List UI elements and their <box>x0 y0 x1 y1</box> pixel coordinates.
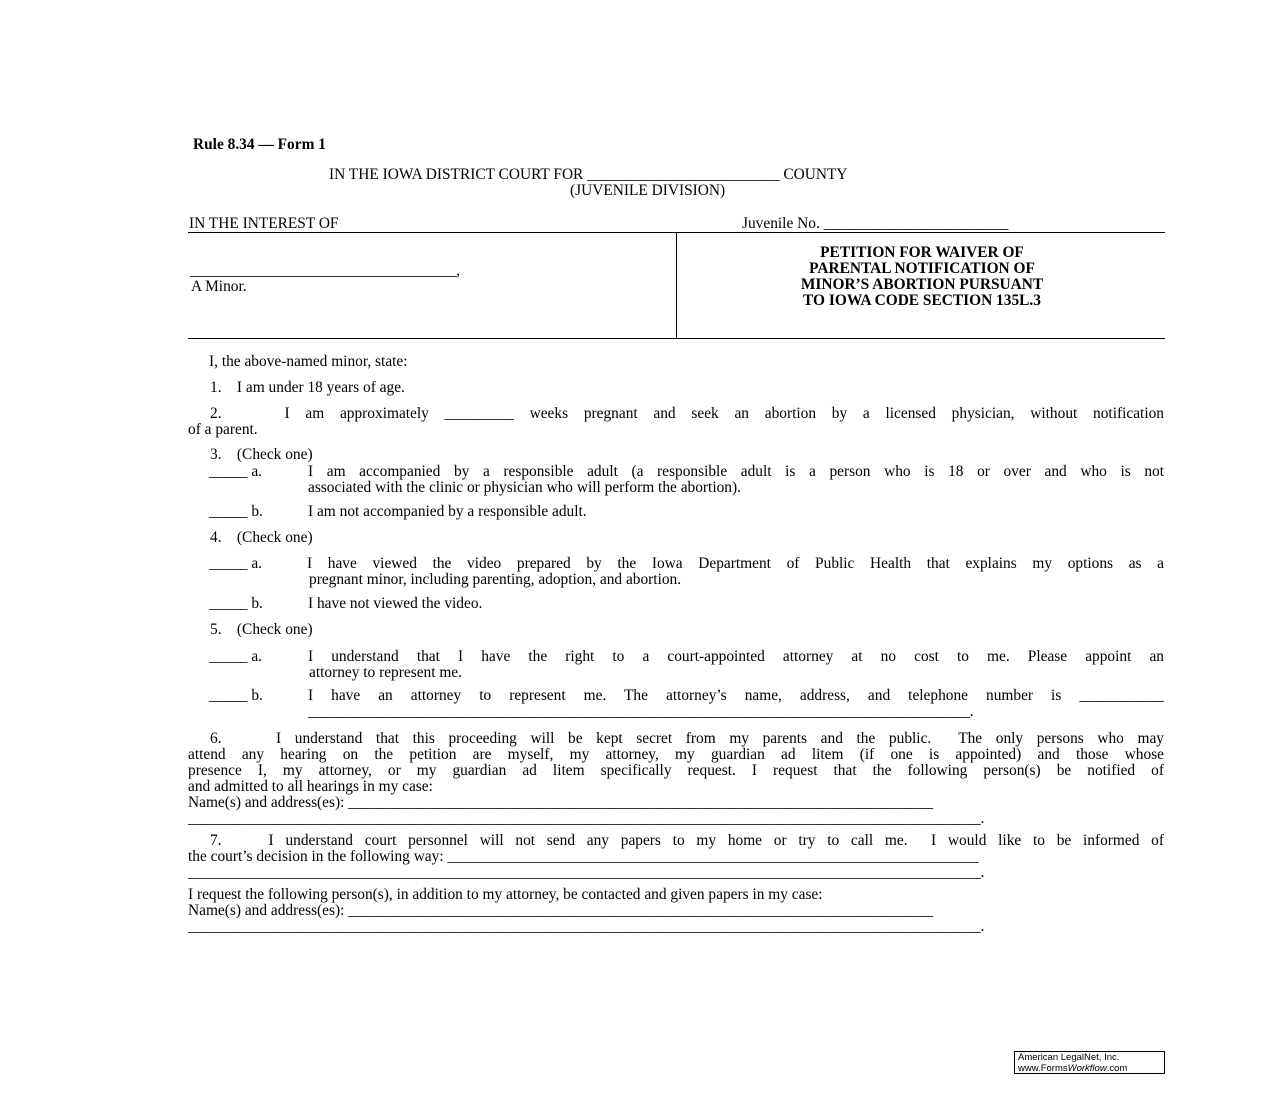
attorney-info-blank[interactable]: ______________________________________________________________________________________. <box>308 703 974 720</box>
petition-title-line: MINOR’S ABORTION PURSUANT <box>800 276 1044 293</box>
decision-notice-blank[interactable]: the court’s decision in the following way: _____________________________________________________________________ <box>188 848 979 865</box>
item-4a-checkbox-blank[interactable]: _____ a. <box>209 555 263 572</box>
item-6-text: and admitted to all hearings in my case: <box>188 778 433 795</box>
petition-title-line: PARENTAL NOTIFICATION OF <box>809 260 1035 277</box>
item-5-heading: 5. (Check one) <box>210 621 313 638</box>
item-4a-text: pregnant minor, including parenting, adoption, and abortion. <box>309 571 682 588</box>
caption-divider <box>676 232 677 338</box>
item-4b-checkbox-blank[interactable]: _____ b. <box>209 595 263 612</box>
request-statement: I request the following person(s), in addition to my attorney, be contacted and given papers in my case: <box>188 886 823 903</box>
item-3-heading: 3. (Check one) <box>210 446 313 463</box>
court-line: IN THE IOWA DISTRICT COURT FOR _________________________ COUNTY <box>329 166 848 183</box>
minor-name-blank: ____________________________________, <box>190 262 460 279</box>
publisher-name: American LegalNet, Inc. <box>1018 1052 1120 1063</box>
publisher-badge <box>1014 1051 1165 1074</box>
item-5a-checkbox-blank[interactable]: _____ a. <box>209 648 263 665</box>
item-3b-text: I am not accompanied by a responsible adult. <box>308 503 587 520</box>
contact-names-blank[interactable]: Name(s) and address(es): ____________________________________________________________________________ <box>188 902 934 919</box>
publisher-website[interactable] <box>1018 1064 1164 1075</box>
hearing-names-blank-continued[interactable]: _______________________________________________________________________________________________________. <box>188 810 985 827</box>
item-3b-checkbox-blank[interactable]: _____ b. <box>209 503 263 520</box>
item-6-text: 6. I understand that this proceeding will be kept secret from my parents and the public. The only persons who may <box>210 730 1164 747</box>
item-2-line: 2. I am approximately _________ weeks pregnant and seek an abortion by a licensed physician, without notification <box>210 405 1164 422</box>
item-6-text: attend any hearing on the petition are myself, my attorney, my guardian ad litem (if one is appointed) and those whose <box>188 746 1164 763</box>
decision-notice-blank-continued[interactable]: _______________________________________________________________________________________________________. <box>188 864 985 881</box>
item-1: 1. I am under 18 years of age. <box>210 379 405 396</box>
item-3a-text: associated with the clinic or physician who will perform the abortion). <box>308 479 741 496</box>
contact-names-blank-continued[interactable]: _______________________________________________________________________________________________________. <box>188 918 985 935</box>
item-5a-text: attorney to represent me. <box>309 664 462 681</box>
item-3a-checkbox-blank[interactable]: _____ a. <box>209 463 263 480</box>
item-4a-text: I have viewed the video prepared by the Iowa Department of Public Health that explains my options as a <box>307 555 1164 572</box>
item-5a-text: I understand that I have the right to a court-appointed attorney at no cost to me. Please appoint an <box>308 648 1164 665</box>
form-rule-label: Rule 8.34 — Form 1 <box>193 136 326 153</box>
item-5b-text: I have an attorney to represent me. The attorney’s name, address, and telephone number is ___________ <box>308 687 1164 704</box>
intro-statement: I, the above-named minor, state: <box>209 353 408 370</box>
item-5b-checkbox-blank[interactable]: _____ b. <box>209 687 263 704</box>
item-4-heading: 4. (Check one) <box>210 529 313 546</box>
hearing-names-blank[interactable]: Name(s) and address(es): ____________________________________________________________________________ <box>188 794 934 811</box>
caption-bottom-rule <box>188 338 1165 339</box>
interest-of-label: IN THE INTEREST OF <box>189 215 339 232</box>
division-line: (JUVENILE DIVISION) <box>570 182 726 199</box>
publisher-website-prefix: www.Forms <box>1018 1062 1068 1074</box>
item-4b-text: I have not viewed the video. <box>308 595 483 612</box>
item-2-line: of a parent. <box>188 421 258 438</box>
a-minor-label: A Minor. <box>191 278 247 295</box>
item-6-text: presence I, my attorney, or my guardian ad litem specifically request. I request that the following person(s) be notified of <box>188 762 1164 779</box>
item-3a-text: I am accompanied by a responsible adult (a responsible adult is a person who is 18 or over and who is not <box>308 463 1164 480</box>
petition-title-line: PETITION FOR WAIVER OF <box>820 244 1024 261</box>
publisher-website-italic: Workflow <box>1067 1062 1107 1074</box>
juvenile-number: Juvenile No. ________________________ <box>742 215 1009 232</box>
publisher-website-suffix: .com <box>1106 1062 1128 1074</box>
petition-title-line: TO IOWA CODE SECTION 135L.3 <box>803 292 1041 309</box>
item-7-text: 7. I understand court personnel will not send any papers to my home or try to call me. I would like to be informed of <box>210 832 1164 849</box>
petition-title <box>700 245 1144 309</box>
